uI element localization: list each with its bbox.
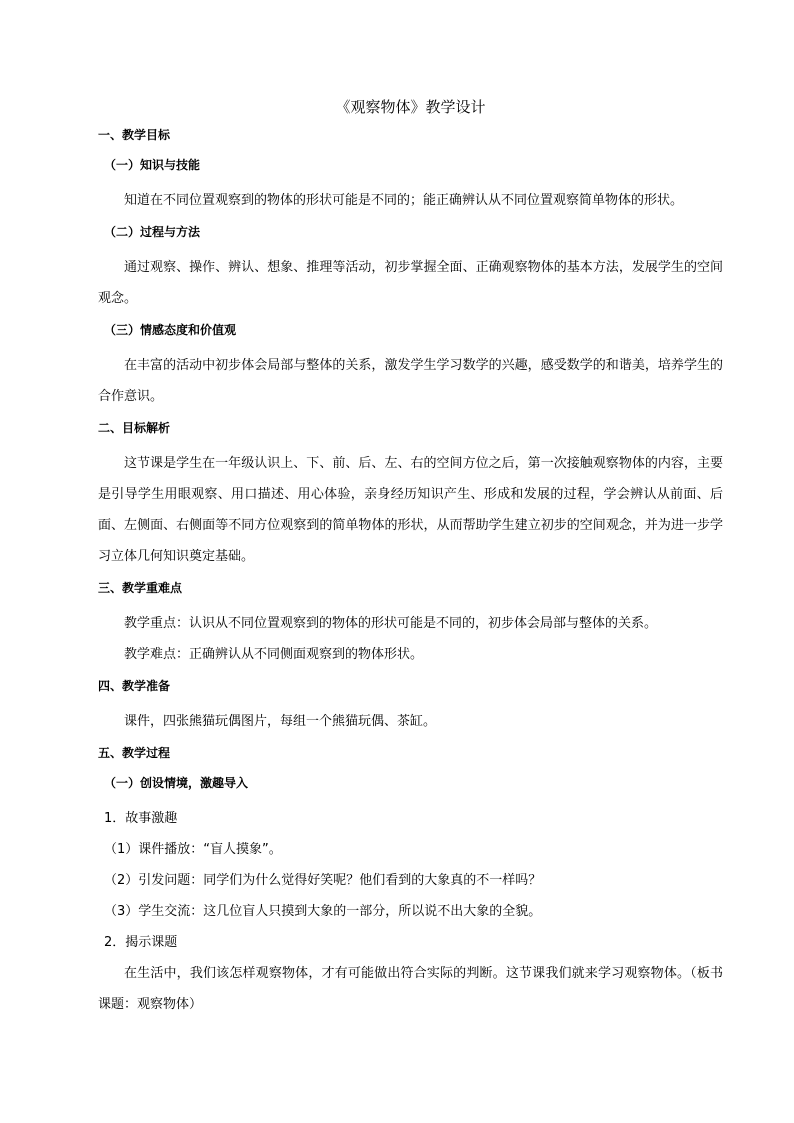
document-page (98, 95, 723, 1020)
paragraph-reveal-topic: 在生活中，我们该怎样观察物体，才有可能做出符合实际的判断。这节课我们就来学习观察物体。（板书课题：观察物体） (98, 966, 723, 1012)
paragraph-difficult-point: 教学难点：正确辨认从不同侧面观察到的物体形状。 (124, 647, 424, 662)
paragraph-knowledge-skills: 知道在不同位置观察到的物体的形状可能是不同的；能正确辨认从不同位置观察简单物体的形状。 (124, 193, 684, 208)
section-heading-teaching-objectives: 一、教学目标 (98, 128, 171, 142)
subheading-emotional-values: （三）情感态度和价值观 (104, 323, 237, 337)
paragraph-objective-analysis: 这节课是学生在一年级认识上、下、前、后、左、右的空间方位之后，第一次接触观察物体的内容，主要是引导学生用眼观察、用口描述、用心体验，亲身经历知识产生、形成和发展的过程，学会辨认从前面、后面、左侧面、右侧面等不同方位观察到的简单物体的形状，从而帮助学生建立初步的空间观念，并为进一步学习立体几何知识奠定基础。 (98, 456, 723, 564)
section-heading-teaching-process: 五、教学过程 (98, 746, 171, 760)
paragraph-key-point: 教学重点：认识从不同位置观察到的物体的形状可能是不同的，初步体会局部与整体的关系。 (124, 616, 658, 631)
paragraph-emotional-values: 在丰富的活动中初步体会局部与整体的关系，激发学生学习数学的兴趣，感受数学的和谐美，培养学生的合作意识。 (98, 358, 723, 404)
paragraph-process-methods: 通过观察、操作、辨认、想象、推理等活动，初步掌握全面、正确观察物体的基本方法，发展学生的空间观念。 (98, 260, 723, 306)
section-heading-objective-analysis: 二、目标解析 (98, 421, 171, 435)
subheading-process-methods: （二）过程与方法 (104, 225, 201, 239)
step-reveal-topic: 2．揭示课题 (104, 935, 178, 950)
list-item-raise-question: （2）引发问题：同学们为什么觉得好笑呢？他们看到的大象真的不一样吗？ (104, 873, 542, 888)
list-item-courseware-play: （1）课件播放：“盲人摸象”。 (104, 842, 282, 857)
section-heading-key-difficult-points: 三、教学重难点 (98, 581, 183, 595)
list-item-student-exchange: （3）学生交流：这几位盲人只摸到大象的一部分，所以说不出大象的全貌。 (104, 904, 542, 919)
document-title: 《观察物体》教学设计 (335, 98, 486, 116)
section-heading-preparation: 四、教学准备 (98, 679, 171, 693)
paragraph-preparation: 课件，四张熊猫玩偶图片，每组一个熊猫玩偶、茶缸。 (124, 714, 437, 729)
subheading-knowledge-skills: （一）知识与技能 (104, 158, 201, 172)
subheading-create-situation: （一）创设情境，激趣导入 (104, 776, 249, 790)
step-story-interest: 1．故事激趣 (104, 811, 178, 826)
